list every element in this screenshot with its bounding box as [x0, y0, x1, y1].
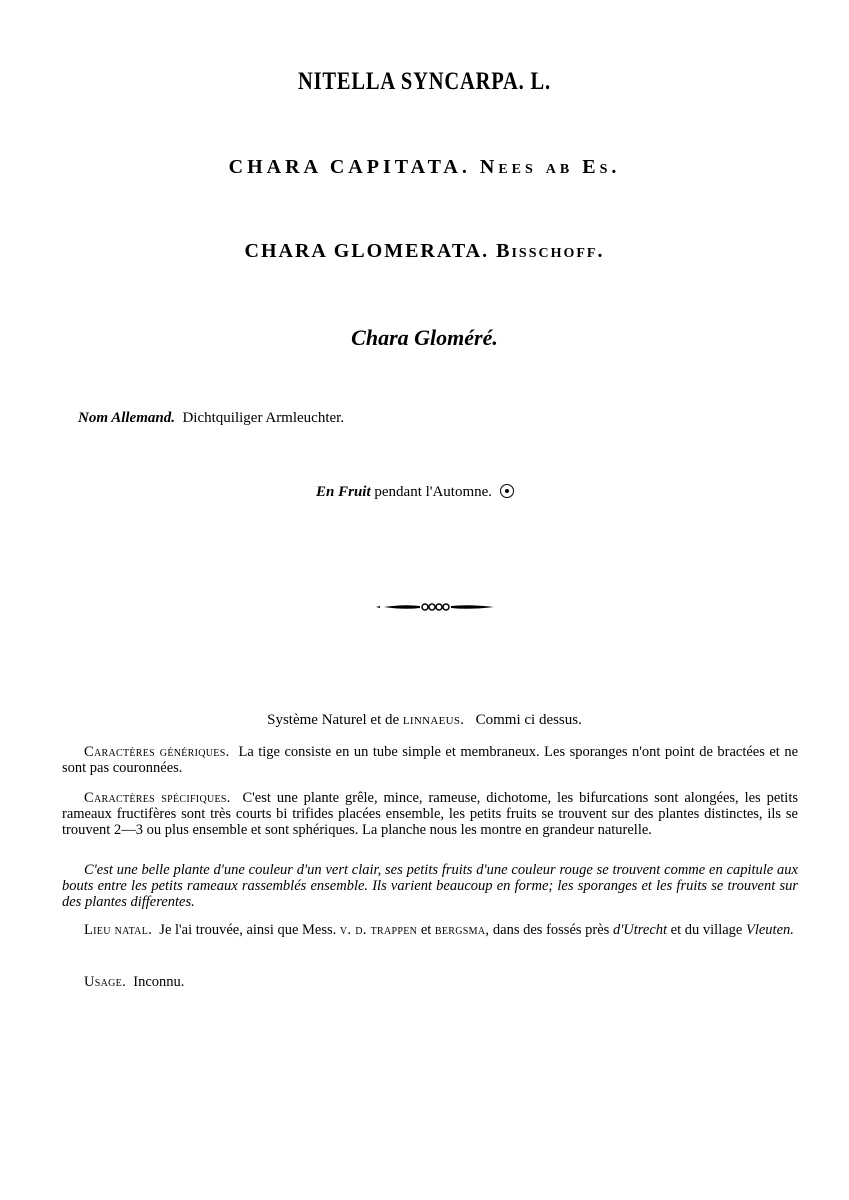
title-chara-capitata [0, 156, 849, 179]
habitat-place-2: Vleuten. [745, 922, 794, 938]
specific-label: Caractères spécifiques. [84, 790, 231, 806]
note-paragraph: C'est une belle plante d'une couleur d'un vert clair, ses petits fruits d'une couleur rouge se trouvent comme en capitule aux bouts entre les petits rameaux rassemblés ensemble. Ils varient beaucoup en forme; les sporanges et les fruits se trouvent sur des plantes differentes. [62, 862, 798, 910]
usage-label: Usage. [84, 974, 127, 990]
habitat-text-3: dans des fossés près [492, 922, 610, 938]
usage-paragraph [62, 974, 798, 990]
generic-label: Caractères génériques. [84, 744, 230, 760]
german-name-label: Nom Allemand. [78, 410, 175, 426]
title-nitella: NITELLA SYNCARPA. L. [298, 68, 551, 95]
system-after: Commi ci dessus. [475, 712, 582, 728]
sun-symbol-icon [500, 484, 514, 498]
habitat-paragraph [62, 922, 798, 938]
habitat-text-1: Je l'ai trouvée, ainsi que Mess. [159, 922, 337, 938]
ornament-rule-icon [374, 601, 500, 613]
fruit-season-line [316, 484, 514, 501]
chara-glomerata-name: CHARA GLOMERATA. [244, 240, 490, 262]
habitat-label: Lieu natal. [84, 922, 153, 938]
habitat-place-1: d'Utrecht [612, 922, 668, 938]
chara-capitata-name: CHARA CAPITATA. [228, 156, 471, 178]
habitat-text-4: et du village [670, 922, 743, 938]
habitat-text-2: et [420, 922, 432, 938]
specific-characters-paragraph [62, 790, 798, 838]
system-before: Système Naturel et de [267, 712, 400, 728]
title-chara-glomerata [0, 240, 849, 263]
chara-glomerata-author: Bisschoff. [496, 240, 605, 262]
usage-text: Inconnu. [133, 974, 185, 990]
habitat-name-2: bergsma, [434, 922, 490, 938]
generic-characters-paragraph [62, 744, 798, 776]
french-name: Chara Gloméré. [351, 325, 498, 350]
system-name: linnaeus. [402, 712, 465, 728]
chara-capitata-author: Nees ab Es. [479, 156, 621, 178]
specific-text: C'est une plante grêle, mince, rameuse, dichotome, les bifurcations sont alongées, les petits rameaux fructifères sont très courts bi trifides placées ensemble, les petits fruits se trouvent sur des plantes distinctes, ils se trouvent 2—3 ou plus ensemble et sont sphériques. La planche nous les montre en grandeur naturelle. [62, 790, 799, 838]
german-name-value: Dichtquiliger Armleuchter. [182, 410, 345, 426]
system-line [0, 712, 849, 728]
generic-text: La tige consiste en un tube simple et membraneux. Les sporanges n'ont point de bractées et ne sont pas couronnées. [62, 744, 799, 776]
german-name-line [78, 410, 344, 427]
fruit-text: pendant l'Automne. [374, 484, 493, 500]
fruit-label: En Fruit [316, 484, 371, 500]
habitat-name-1: v. d. trappen [339, 922, 418, 938]
